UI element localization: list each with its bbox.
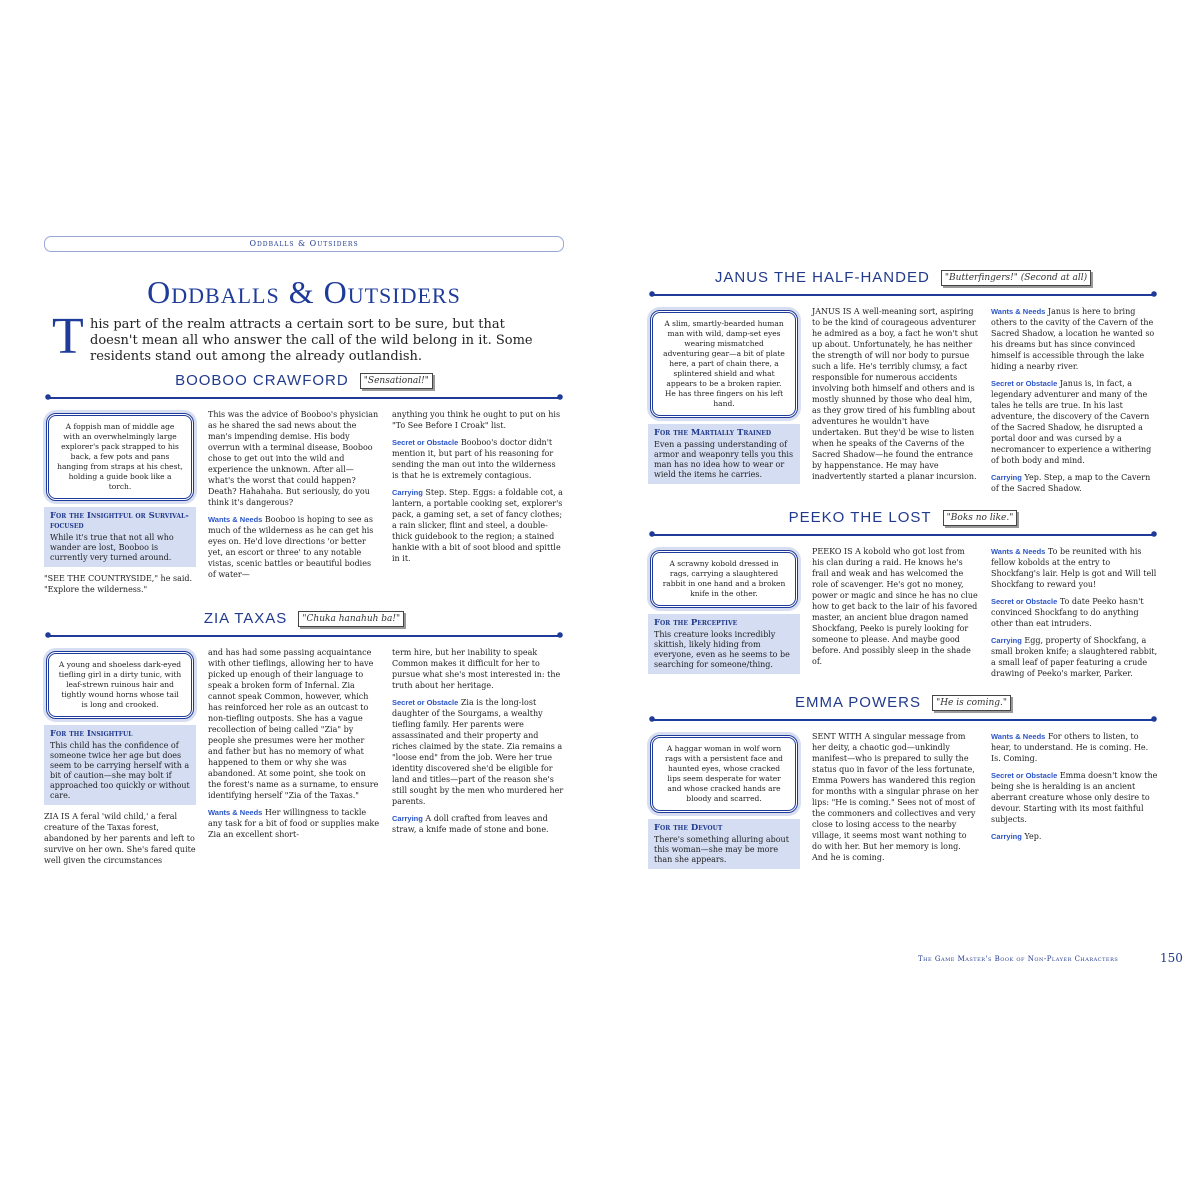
carrying	[392, 813, 564, 835]
page-title: Oddballs & Outsiders	[147, 274, 461, 310]
carrying-text: Yep. Step, a map to the Cavern of the Sacred Shadow.	[991, 473, 1151, 493]
npc-name: ZIA TAXAS	[203, 610, 288, 627]
secret-obstacle	[991, 378, 1158, 466]
divider-rule	[648, 715, 1158, 725]
secret-obstacle	[991, 770, 1158, 825]
for-title: For the Martially Trained	[654, 428, 772, 438]
drop-cap: T	[52, 308, 84, 365]
body-text: This was the advice of Booboo's physician as he shared the sad news about the man's impending demise. His body overrun with a terminal disease, Booboo chose to get out into the wild and experience the unknown. After all—what's the worst that could happen? Death? Hahahaha. But seriously, do you think it's dangerous?	[208, 410, 379, 507]
npc-header	[648, 691, 1158, 713]
body-text: SENT WITH A singular message from her deity, a chaotic god—unkindly manifest—who is prepared to sully the status quo in favor of the less fortunate, Emma Powers has wandered this region for months with a singular phrase on her lips: "He is coming." Sees not of most of the commoners and collectives and very close to losing access to the nearby village, it seems most want nothing to do with her. But her memory is long. And he is coming.	[812, 732, 979, 862]
npc-quote: "Sensational!"	[360, 373, 433, 389]
wants-label: Wants & Needs	[208, 808, 263, 817]
wants-label: Wants & Needs	[991, 547, 1046, 556]
npc-entry-peeko	[648, 506, 1158, 685]
body-text: PEEKO IS A kobold who got lost from his clan during a raid. He knows he's frail and weak and has welcomed the role of scavenger. He's got no money, power or magic and since he has no clue how to get back to the lair of his favored master, an ancient blue dragon named Shockfang, Peeko is purely looking for someone to please. And maybe good before. And possibly sleep in the shade of.	[812, 547, 978, 666]
intro-paragraph	[50, 308, 544, 365]
carrying	[991, 635, 1158, 679]
carrying-label: Carrying	[991, 473, 1022, 482]
for-title: For the Perceptive	[654, 618, 738, 628]
npc-description-box: A foppish man of middle age with an overwhelmingly large explorer's pack strapped to his back, a few pots and pans hanging from straps at his chest, holding a guide book like a torch.	[46, 413, 194, 501]
divider-rule	[648, 530, 1158, 540]
npc-name: PEEKO THE LOST	[788, 509, 932, 526]
npc-name: BOOBOO CRAWFORD	[175, 372, 349, 389]
body-text: ZIA IS A feral 'wild child,' a feral creature of the Taxas forest, abandoned by her parents and left to survive on her own. She's fared quite well given the circumstances	[44, 812, 196, 865]
body-text: JANUS IS A well-meaning sort, aspiring to be the kind of courageous adventurer he admired as a boy, a fact he won't shut up about. Unfortunately, he has neither the strength of will nor body to pursue such a life. He's terribly clumsy, a fact responsible for numerous accidents involving both himself and others and is mostly shunned by those who deal him, as they grow tired of his fumbling about adventures he wouldn't have undertaken. But they'd be wise to listen when he speaks of the Caverns of the Sacred Shadow—he found the entrance by happenstance. He may have inadvertently started a planar incursion.	[812, 307, 979, 481]
for-box	[648, 819, 800, 869]
body-text: "SEE THE COUNTRYSIDE," he said. "Explore the wilderness."	[44, 574, 193, 594]
secret-label: Secret or Obstacle	[991, 597, 1058, 606]
npc-quote: "He is coming."	[932, 695, 1011, 711]
npc-header	[44, 607, 564, 629]
page-number: 150	[1160, 951, 1183, 965]
wants-label: Wants & Needs	[991, 307, 1046, 316]
secret-label: Secret or Obstacle	[392, 698, 459, 707]
wants-needs	[208, 807, 380, 840]
secret-obstacle	[991, 596, 1158, 629]
carrying-label: Carrying	[392, 814, 423, 823]
npc-description-box: A slim, smartly-bearded human man with wild, damp-set eyes wearing mismatched adventuring gear—a bit of plate here, a part of chain there, a splintered shield and what appears to be a broken rapier. He has three fingers on his left hand.	[650, 310, 798, 418]
npc-header	[648, 266, 1158, 288]
body-text: term hire, but her inability to speak Common makes it difficult for her to pursue what she's most interested in: the truth about her heritage.	[392, 648, 561, 690]
wants-text: Janus is here to bring others to the cavity of the Cavern of the Sacred Shadow, a location he wanted so his dreams but has since convinced himself is accessible through the lake hiding a nearby river.	[991, 307, 1155, 371]
secret-label: Secret or Obstacle	[991, 771, 1058, 780]
npc-quote: "Chuka hanahuh ba!"	[298, 611, 404, 627]
npc-header	[44, 369, 564, 391]
npc-quote: "Boks no like."	[943, 510, 1018, 526]
secret-label: Secret or Obstacle	[991, 379, 1058, 388]
npc-entry-janus	[648, 266, 1158, 500]
wants-needs	[991, 306, 1158, 372]
secret-text: Zia is the long-lost daughter of the Sourgams, a wealthy tiefling family. Her parents were assassinated and their property and riches claimed by the state. Zia remains a "loose end" from the job. Were her true identity discovered she'd be eligible for land and titles—part of the reason she's still sought by the men who murdered her parents.	[392, 698, 564, 806]
carrying-text: Step. Step. Eggs: a foldable cot, a lantern, a portable cooking set, explorer's pack, a gaming set, a set of fancy clothes; a rain slicker, flint and steel, a double-thick guidebook to the region; a stained hankie with a bit of soot blood and spittle in it.	[392, 488, 563, 563]
for-text: This child has the confidence of someone twice her age but does seem to be carrying herself with a bit of caution—she may bolt if approached too quickly or without care.	[50, 741, 190, 800]
npc-entry-zia	[44, 607, 564, 872]
right-page	[648, 262, 1158, 881]
divider-rule	[648, 290, 1158, 300]
wants-text: To be reunited with his fellow kobolds at the entry to Shockfang's lair. Help is got and Will tell Shockfang to reward you!	[991, 547, 1157, 589]
npc-name: JANUS THE HALF-HANDED	[714, 269, 930, 286]
carrying-text: Egg, property of Shockfang, a small broken knife; a slaughtered rabbit, a small leaf of paper featuring a crude drawing of Peeko's marker, Parker.	[991, 636, 1158, 678]
secret-text: To date Peeko hasn't convinced Shockfang to do anything other than eat intruders.	[991, 597, 1144, 628]
npc-description-box: A scrawny kobold dressed in rags, carrying a slaughtered rabbit in one hand and a broken knife in the other.	[650, 550, 798, 608]
wants-needs	[991, 546, 1158, 590]
for-box	[648, 424, 800, 484]
wants-needs	[991, 731, 1158, 764]
for-text: There's something alluring about this woman—she may be more than she appears.	[654, 835, 789, 864]
body-text: and has had some passing acquaintance with other tieflings, allowing her to have picked up enough of their language to speak a broken form of Infernal. Zia cannot speak Common, however, which has reinforced her role as an outcast to non-tiefling outposts. She has a vague recollection of being called "Zia" by people she presumes were her mother and father but has no memory of what happened to them or why she was abandoned. At some point, she took on the forest's name as a surname, to ensure identifying herself "Zia of the Taxas."	[208, 648, 379, 800]
npc-description-box: A young and shoeless dark-eyed tiefling girl in a dirty tunic, with leaf-strewn ruinous hair and tightly wound horns whose tail is long and crooked.	[46, 651, 194, 719]
body-text: anything you think he ought to put on his "To See Before I Croak" list.	[392, 410, 561, 430]
secret-text: Emma doesn't know the being she is heralding is an ancient aberrant creature whose only desire to devour. Starting with its most faithful subjects.	[991, 771, 1158, 824]
intro-text: his part of the realm attracts a certain sort to be sure, but that doesn't mean all who answer the call of the wild belong in it. Some residents stand out among the already outlandish.	[90, 317, 533, 364]
carrying-label: Carrying	[392, 488, 423, 497]
carrying	[991, 472, 1158, 494]
for-box	[44, 507, 196, 567]
secret-text: Janus is, in fact, a legendary adventurer and many of the tales he tells are true. In his last adventure, the discovery of the Cavern of the Sacred Shadow, he disrupted a portal door and was cursed by a necromancer to experience a withering of both body and mind.	[991, 379, 1152, 465]
carrying-text: Yep.	[1024, 832, 1042, 841]
wants-text: Booboo is hoping to see as much of the wilderness as he can get his eyes on. He'd love directions 'or better yet, an escort or three' to any notable vistas, scenic battles or beautiful bodies of water—	[208, 515, 374, 579]
npc-entry-booboo	[44, 369, 564, 601]
secret-label: Secret or Obstacle	[392, 438, 459, 447]
npc-description-box: A haggar woman in wolf worn rags with a persistent face and haunted eyes, whose cracked lips seem desperate for water and whose cracked hands are bloody and scarred.	[650, 735, 798, 813]
npc-quote: "Butterfingers!" (Second at all)	[941, 270, 1091, 286]
secret-text: Booboo's doctor didn't mention it, but part of his reasoning for sending the man out into the wilderness is that he is extremely contagious.	[392, 438, 556, 480]
npc-header	[648, 506, 1158, 528]
for-title: For the Insightful or Survival-focused	[50, 511, 189, 531]
for-text: This creature looks incredibly skittish, likely hiding from everyone, even as he seems to be searching for someone/thing.	[654, 630, 790, 669]
carrying	[991, 831, 1158, 842]
divider-rule	[44, 631, 564, 641]
carrying-label: Carrying	[991, 832, 1022, 841]
for-title: For the Devout	[654, 823, 723, 833]
for-title: For the Insightful	[50, 729, 133, 739]
secret-obstacle	[392, 697, 564, 807]
running-head: Oddballs & Outsiders	[44, 236, 564, 252]
for-text: While it's true that not all who wander are lost, Booboo is currently very turned around.	[50, 533, 174, 562]
npc-entry-emma	[648, 691, 1158, 875]
page-footer: The Game Master's Book of Non-Player Characters	[918, 955, 1119, 963]
wants-text: For others to listen, to hear, to understand. He is coming. He. Is. Coming.	[991, 732, 1149, 763]
wants-text: Her willingness to tackle any task for a bit of food or supplies make Zia an excellent short-	[208, 808, 380, 839]
carrying-label: Carrying	[991, 636, 1022, 645]
carrying-text: A doll crafted from leaves and straw, a knife made of stone and bone.	[392, 814, 549, 834]
left-page	[44, 228, 564, 878]
for-box	[648, 614, 800, 674]
for-box	[44, 725, 196, 805]
wants-label: Wants & Needs	[991, 732, 1046, 741]
wants-label: Wants & Needs	[208, 515, 263, 524]
divider-rule	[44, 393, 564, 403]
npc-name: EMMA POWERS	[794, 694, 921, 711]
wants-needs	[208, 514, 380, 580]
carrying	[392, 487, 564, 564]
for-text: Even a passing understanding of armor and weaponry tells you this man has no idea how to wear or wield the items he carries.	[654, 440, 794, 479]
secret-obstacle	[392, 437, 564, 481]
